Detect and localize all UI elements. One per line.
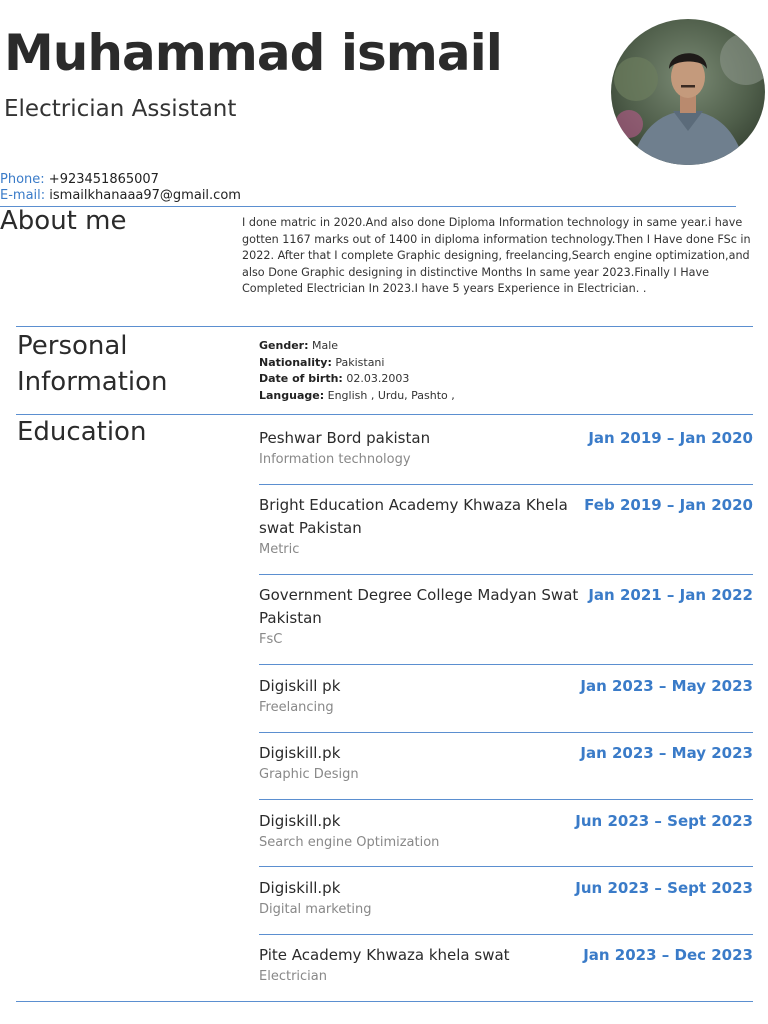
- divider: [259, 732, 753, 733]
- phone-row: [0, 172, 241, 188]
- nationality-label: Nationality:: [259, 355, 332, 369]
- divider: [16, 1001, 753, 1002]
- divider: [259, 866, 753, 867]
- gender-row: [259, 338, 455, 355]
- education-dates: Jan 2019 – Jan 2020: [588, 429, 753, 447]
- education-item: [259, 427, 753, 467]
- divider: [259, 934, 753, 935]
- profile-photo-image: [611, 19, 765, 165]
- language-label: Language:: [259, 388, 325, 402]
- education-degree: Information technology: [259, 452, 411, 467]
- divider: [259, 664, 753, 665]
- education-degree: Electrician: [259, 969, 327, 984]
- education-item: [259, 877, 753, 917]
- education-degree: Digital marketing: [259, 902, 372, 917]
- divider: [259, 484, 753, 485]
- personal-info-details: [259, 338, 455, 404]
- education-institution: Pite Academy Khwaza khela swat: [259, 946, 510, 964]
- phone-label: Phone:: [0, 172, 45, 187]
- education-degree: Graphic Design: [259, 767, 359, 782]
- email-label: E-mail:: [0, 188, 46, 203]
- education-dates: Jun 2023 – Sept 2023: [575, 812, 753, 830]
- education-dates: Feb 2019 – Jan 2020: [584, 496, 753, 514]
- education-dates: Jan 2021 – Jan 2022: [588, 586, 753, 604]
- education-dates: Jun 2023 – Sept 2023: [575, 879, 753, 897]
- education-heading: Education: [17, 417, 147, 447]
- contact-block: [0, 172, 241, 204]
- education-dates: Jan 2023 – May 2023: [580, 744, 753, 762]
- education-item: [259, 494, 753, 557]
- email-value[interactable]: ismailkhanaaa97@gmail.com: [49, 188, 241, 203]
- education-item: [259, 742, 753, 782]
- education-item: [259, 675, 753, 715]
- education-institution: Digiskill.pk: [259, 812, 341, 830]
- profile-photo: [611, 19, 765, 165]
- education-dates: Jan 2023 – May 2023: [580, 677, 753, 695]
- language-value: English , Urdu, Pashto ,: [327, 388, 455, 402]
- divider: [259, 574, 753, 575]
- education-degree: Freelancing: [259, 700, 334, 715]
- education-item: [259, 810, 753, 850]
- divider: [16, 326, 753, 327]
- personal-heading-line2: Information: [17, 367, 168, 397]
- about-text: I done matric in 2020.And also done Diploma Information technology in same year.i have gotten 1167 marks out of 1400 in diploma information technology.Then I Have done FSc in 2022. After that I complete Graphic designing, freelancing,Search engine optimization,and also Done Graphic designing in distinctive Months In same year 2023.Finally I Have Completed Electrician In 2023.I have 5 years Experience in Electrician. .: [242, 216, 751, 295]
- about-heading: About me: [0, 206, 127, 236]
- divider: [259, 799, 753, 800]
- education-institution: Digiskill pk: [259, 677, 341, 695]
- personal-info-heading: [17, 328, 168, 400]
- education-item: [259, 584, 753, 647]
- education-institution: Digiskill.pk: [259, 879, 341, 897]
- candidate-name: Muhammad ismail: [4, 24, 502, 82]
- education-degree: Search engine Optimization: [259, 835, 440, 850]
- dob-value: 02.03.2003: [346, 372, 410, 385]
- gender-value: Male: [311, 339, 339, 352]
- phone-value[interactable]: +923451865007: [48, 172, 159, 187]
- education-degree: Metric: [259, 542, 300, 557]
- education-dates: Jan 2023 – Dec 2023: [583, 946, 753, 964]
- education-institution: Government Degree College Madyan Swat Pakistan: [259, 586, 579, 627]
- nationality-value: Pakistani: [335, 355, 385, 369]
- dob-label: Date of birth:: [259, 372, 343, 385]
- education-item: [259, 944, 753, 984]
- personal-heading-line1: Personal: [17, 331, 128, 361]
- job-title: Electrician Assistant: [4, 96, 237, 122]
- education-institution: Bright Education Academy Khwaza Khela swat Pakistan: [259, 496, 568, 537]
- education-degree: FsC: [259, 632, 283, 647]
- nationality-row: [259, 355, 455, 372]
- dob-row: [259, 371, 455, 388]
- email-row: [0, 188, 241, 204]
- education-institution: Digiskill.pk: [259, 744, 341, 762]
- gender-label: Gender:: [259, 339, 309, 352]
- divider: [16, 414, 753, 415]
- language-row: [259, 388, 455, 405]
- education-institution: Peshwar Bord pakistan: [259, 429, 431, 447]
